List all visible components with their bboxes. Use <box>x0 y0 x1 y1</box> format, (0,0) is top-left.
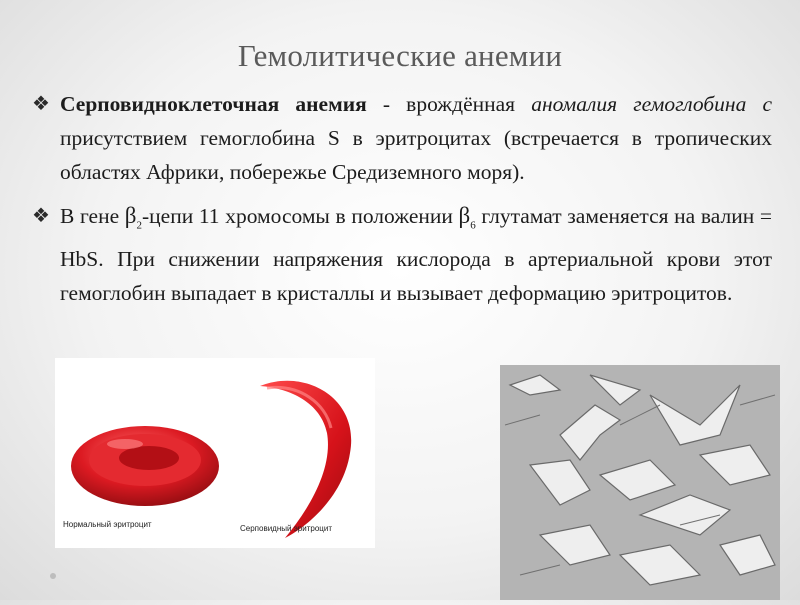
micrograph-image <box>500 365 780 600</box>
text-segment: присутствием гемоглобина S в эритроцитах (встречается в тропических областях Африки, побережье Средиземного моря). <box>60 126 772 184</box>
text-segment: глутамат заменяется на валин = HbS. При снижении напряжения кислорода в артериальной крови этот гемоглобин выпадает в кристаллы и вызывает деформацию эритроцитов. <box>60 204 772 306</box>
text-segment: В гене <box>60 204 125 228</box>
normal-erythrocyte-image <box>71 426 219 506</box>
separator-dash: - <box>366 92 407 116</box>
slide-dot <box>50 573 56 579</box>
beta-symbol: β <box>458 203 471 228</box>
subscript: 6 <box>470 219 476 232</box>
sickle-erythrocyte-caption: Серповидный эритроцит <box>240 524 332 533</box>
checkmark-bullet-icon: ❖ <box>32 93 50 115</box>
bullet-item-sickle-cell <box>30 87 772 189</box>
checkmark-bullet-icon: ❖ <box>32 205 50 227</box>
micrograph-sickle-cells <box>500 365 780 600</box>
term-sickle-cell: Серповидноклеточная анемия <box>60 92 367 116</box>
text-segment: -цепи 11 хромосомы в положении <box>141 204 459 228</box>
subscript: 2 <box>136 219 142 232</box>
slide-title: Гемолитические анемии <box>237 38 563 73</box>
erythrocyte-figure <box>55 358 375 548</box>
bullet-list <box>30 87 772 320</box>
italic-segment: аномалия гемоглобина с <box>531 92 772 116</box>
bullet-item-gene <box>30 199 772 310</box>
text-segment: врождённая <box>406 92 532 116</box>
beta-symbol: β <box>124 203 137 228</box>
sickle-erythrocyte-image <box>260 381 351 538</box>
normal-erythrocyte-caption: Нормальный эритроцит <box>63 520 152 529</box>
